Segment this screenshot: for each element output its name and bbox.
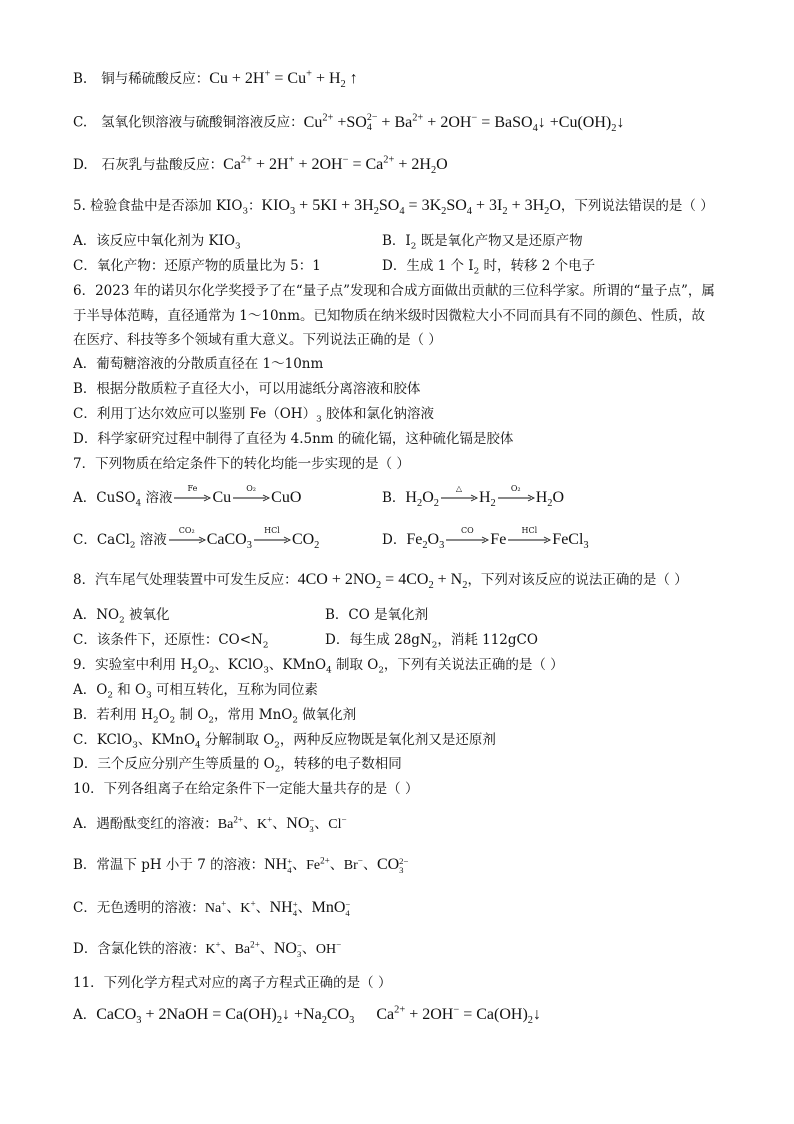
option-text: 氢氧化钡溶液与硫酸铜溶液反应： [101, 114, 304, 131]
q6-stem-line-2: 于半导体范畴，直径通常为 1～10nm。已知物质在纳米级时因微粒大小不同而具有不同的颜色、性质，故 [73, 308, 706, 324]
equation: $Ca^{2+} + 2OH^-$ = $Ca(OH)_2↓$ [376, 1004, 541, 1027]
equation: CaCO$_3$ + 2NaOH = $Ca(OH)_2↓ +Na_2CO_3$ [96, 1006, 355, 1027]
option-text: 铜与稀硫酸反应： [101, 71, 210, 87]
q7-option-d: D．$Fe_2O_3$ CO Fe HCl FeCl$_3$ [382, 526, 589, 552]
q6-option-b: B．根据分散质粒子直径大小，可以用滤纸分离溶液和胶体 [73, 381, 421, 397]
q9-option-c: C．KClO$_3$、KMnO$_4$ 分解制取 $O_2$，两种反应物既是氧化剂又是还原剂 [73, 732, 496, 751]
q8-stem: 8．汽车尾气处理装置中可发生反应：$4CO + 2NO_2 = 4CO_2 + N_2$，下列对该反应的说法正确的是（ ） [73, 571, 688, 592]
reaction-arrow: CO₂ [168, 536, 206, 544]
q6-option-a: A．葡萄糖溶液的分散质直径在 1～10nm [73, 356, 324, 372]
q5-option-d: D．生成 1 个 $I_2$ 时，转移 2 个电子 [382, 258, 596, 277]
reaction-arrow: HCl [507, 536, 551, 544]
equation: $Cu + 2H^+ = Cu^+ + H_2$ ↑ [209, 68, 358, 91]
reaction-arrow: △ [440, 494, 478, 502]
reaction-arrow: HCl [253, 536, 291, 544]
q10-option-c: C．无色透明的溶液：Na+、K+、NH + 4 、MnO − 4 [73, 898, 351, 918]
reaction-arrow: O₂ [232, 494, 270, 502]
q8-option-b: B．CO 是氧化剂 [325, 607, 429, 623]
q6-option-c: C．利用丁达尔效应可以鉴别 $Fe(OH)_3$ 胶体和氯化钠溶液 [73, 406, 434, 425]
q4-option-c [73, 113, 624, 133]
q7-option-b: B．$H_2O_2$ △ $H_2$ O₂ $H_2O$ [382, 484, 565, 510]
q5-option-c: C．氧化产物：还原产物的质量比为 5：1 [73, 258, 321, 274]
q6-option-d: D．科学家研究过程中制得了直径为 4.5nm 的硫化镉，这种硫化镉是胶体 [73, 431, 514, 447]
q10-option-d: D．含氯化铁的溶液：K+、$Ba^{2+}$、NO − 3 、OH− [73, 939, 342, 959]
q5-option-b: B．$I_2$ 既是氧化产物又是还原产物 [382, 233, 583, 252]
q8-option-d: D．每生成 $28gN_2$，消耗 112gCO [325, 632, 538, 651]
q7-option-a: A．CuSO$_4$ 溶液 Fe Cu O₂ CuO [73, 484, 302, 509]
q4-option-b [73, 68, 358, 91]
equation: $Ca^{2+} + 2H^+ + 2OH^- = Ca^{2+} + 2H_2O$ [223, 154, 448, 177]
q11-option-a: A．CaCO$_3$ + 2NaOH = $Ca(OH)_2↓ +Na_2CO_3$ $Ca^{2+} + 2OH^-$ = $Ca(OH)_2↓$ [73, 1004, 541, 1027]
q9-option-d: D．三个反应分别产生等质量的 $O_2$，转移的电子数相同 [73, 756, 402, 775]
q9-option-a: A．$O_2$ 和 $O_3$ 可相互转化，互称为同位素 [73, 682, 318, 701]
reaction-arrow: CO [445, 536, 489, 544]
equation: $4CO + 2NO_2 = 4CO_2 + N_2$ [297, 571, 468, 592]
reaction-arrow: Fe [173, 494, 211, 502]
option-label: D. [73, 157, 88, 173]
q8-option-c: C．该条件下，还原性：$CO<N_2$ [73, 632, 269, 651]
q5-option-a: A．该反应中氧化剂为 $KIO_3$ [73, 233, 241, 252]
option-text: 石灰乳与盐酸反应： [101, 157, 224, 173]
option-label: B. [73, 71, 88, 87]
option-label: C. [73, 114, 88, 131]
equation: $KIO_3 + 5KI + 3H_2SO_4 = 3K_2SO_4 + 3I_2 + 3H_2O$ [261, 197, 561, 218]
q6-stem-line-1: 6．2023 年的诺贝尔化学奖授予了在“量子点”发现和合成方面做出贡献的三位科学家。所谓的“量子点”，属 [73, 283, 715, 299]
q10-option-b: B．常温下 pH 小于 7 的溶液：NH + 4 、$Fe^{2+}$、Br−、CO 2− 3 [73, 855, 409, 875]
q10-option-a: A．遇酚酞变红的溶液：$Ba^{2+}$、K+、NO − 3 、Cl− [73, 814, 347, 834]
reaction-arrow: O₂ [497, 494, 535, 502]
q9-option-b: B．若利用 $H_2O_2$ 制 $O_2$，常用 MnO$_2$ 做氧化剂 [73, 707, 357, 726]
q4-option-d [73, 154, 448, 177]
q6-stem-line-3: 在医疗、科技等多个领域有重大意义。下列说法正确的是（ ） [73, 332, 442, 348]
q5-stem: 5. 检验食盐中是否添加 $KIO_3$：$KIO_3 + 5KI + 3H_2SO_4 = 3K_2SO_4 + 3I_2 + 3H_2O$，下列说法错误的是（ ） [73, 197, 714, 218]
q8-option-a: A．$NO_2$ 被氧化 [73, 607, 170, 626]
q11-stem: 11．下列化学方程式对应的离子方程式正确的是（ ） [73, 975, 392, 991]
q10-stem: 10．下列各组离子在给定条件下一定能大量共存的是（ ） [73, 781, 419, 797]
q7-stem: 7．下列物质在给定条件下的转化均能一步实现的是（ ） [73, 456, 410, 472]
q7-option-c: C．CaCl$_2$ 溶液 CO₂ CaCO$_3$ HCl $CO_2$ [73, 526, 320, 552]
q9-stem: 9．实验室中利用 $H_2O_2$、KClO$_3$、KMnO$_4$ 制取 $O_2$，下列有关说法正确的是（ ） [73, 657, 564, 676]
equation: $Cu^{2+} +SO$ 2− 4 + $Ba^{2+} + 2OH^-$ = BaSO$_4$↓ $+Cu(OH)_2↓$ [303, 112, 625, 134]
